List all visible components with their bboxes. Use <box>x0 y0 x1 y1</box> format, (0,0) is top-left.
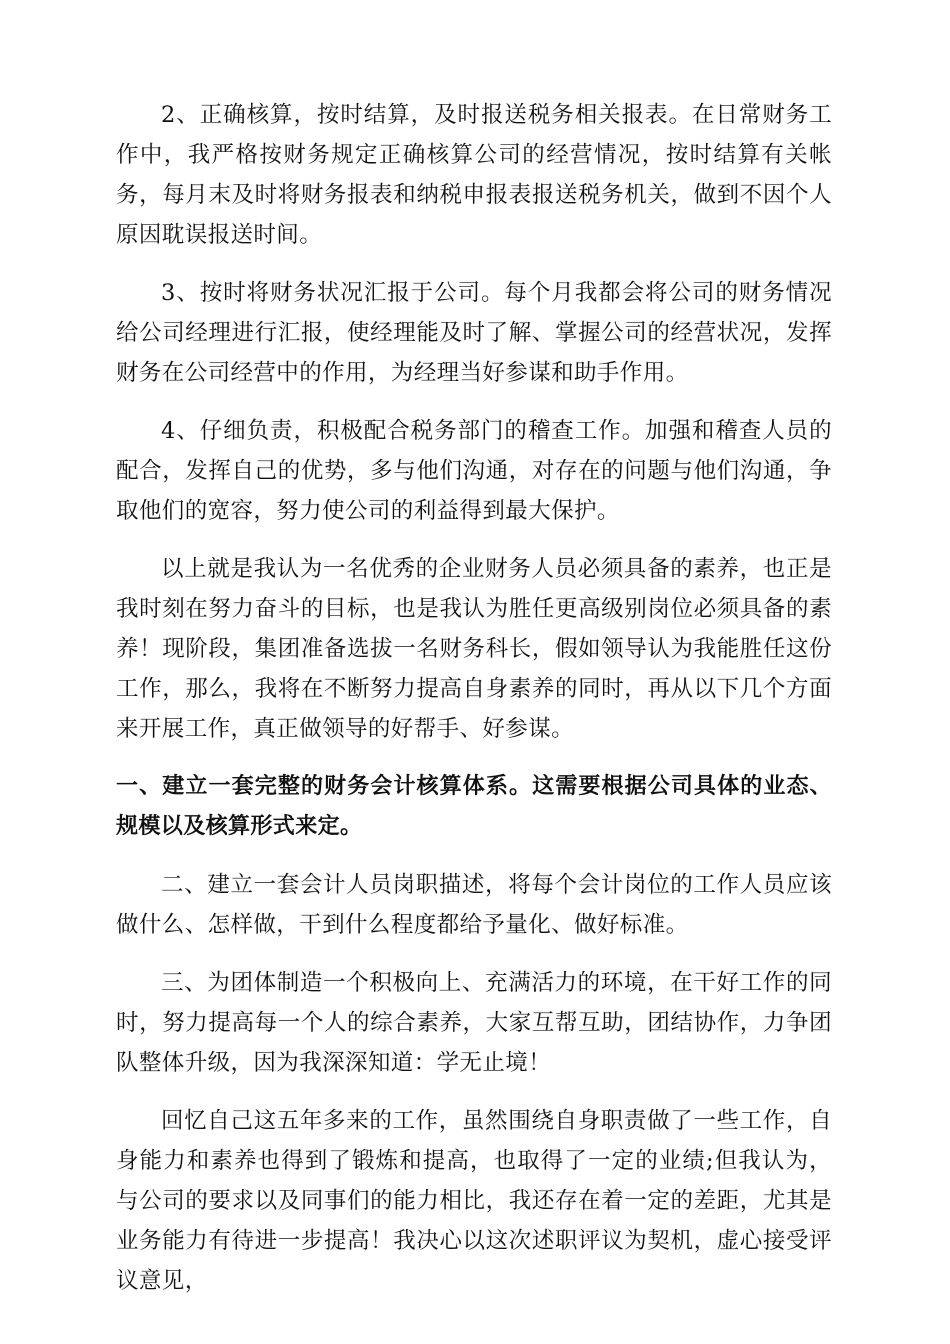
paragraph-qualities-summary: 以上就是我认为一名优秀的企业财务人员必须具备的素养，也正是我时刻在努力奋斗的目标，也是我认为胜任更高级别岗位必须具备的素养！现阶段，集团准备选拔一名财务科长，假如领导认为我能胜任这份工作，那么，我将在不断努力提高自身素养的同时，再从以下几个方面来开展工作，真正做领导的好帮手、好参谋。 <box>116 556 832 742</box>
paragraph-job-descriptions: 二、建立一套会计人员岗职描述，将每个会计岗位的工作人员应该做什么、怎样做，干到什么程度都给予量化、做好标准。 <box>116 872 832 938</box>
document-page <box>116 95 832 1319</box>
paragraph-accounting-settlement: 2、正确核算，按时结算，及时报送税务相关报表。在日常财务工作中，我严格按财务规定正确核算公司的经营情况，按时结算有关帐务，每月末及时将财务报表和纳税申报表报送税务机关，做到不因个人原因耽误报送时间。 <box>116 102 832 248</box>
heading-accounting-system: 一、建立一套完整的财务会计核算体系。这需要根据公司具体的业态、规模以及核算形式来定。 <box>116 774 832 839</box>
paragraph-team-environment: 三、为团体制造一个积极向上、充满活力的环境，在干好工作的同时，努力提高每一个人的综合素养，大家互帮互助，团结协作，力争团队整体升级，因为我深深知道：学无止境！ <box>116 970 832 1076</box>
paragraph-report-to-company: 3、按时将财务状况汇报于公司。每个月我都会将公司的财务情况给公司经理进行汇报，使经理能及时了解、掌握公司的经营状况，发挥财务在公司经营中的作用，为经理当好参谋和助手作用。 <box>116 280 832 386</box>
paragraph-self-review: 回忆自己这五年多来的工作，虽然围绕自身职责做了一些工作，自身能力和素养也得到了锻炼和提高，也取得了一定的业绩;但我认为，与公司的要求以及同事们的能力相比，我还存在着一定的差距，尤其是业务能力有待进一步提高！我决心以这次述职评议为契机，虚心接受评议意见， <box>116 1108 832 1294</box>
paragraph-tax-audit-cooperation: 4、仔细负责，积极配合税务部门的稽查工作。加强和稽查人员的配合，发挥自己的优势，多与他们沟通，对存在的问题与他们沟通，争取他们的宽容，努力使公司的利益得到最大保护。 <box>116 418 832 524</box>
